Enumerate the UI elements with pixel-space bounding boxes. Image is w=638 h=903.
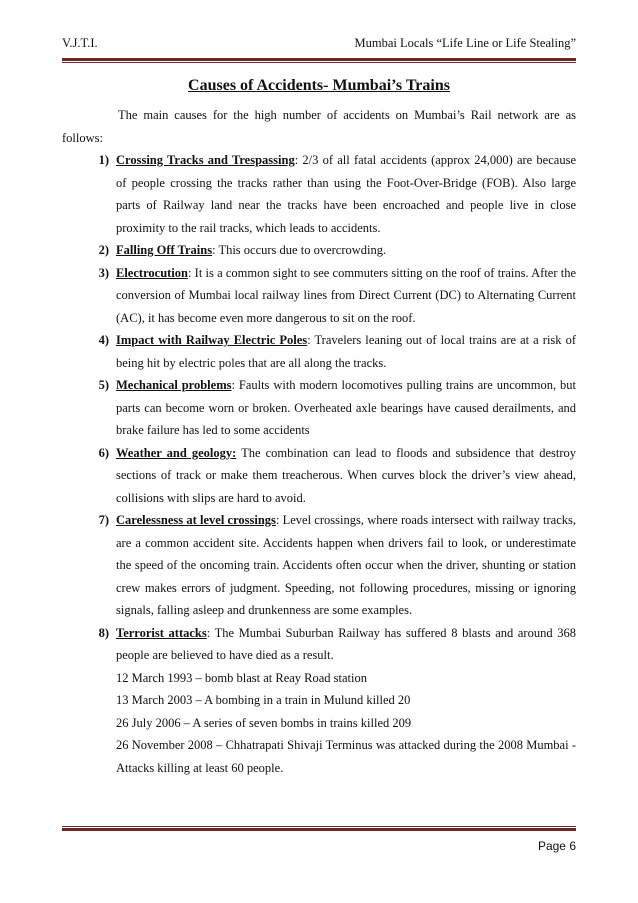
item-text: : Level crossings, where roads intersect with railway tracks, are a common accident site. Accidents happen when drivers fail to look, or underestimate the speed of the oncoming train. Accidents often occur when the driver, shunting or station crew makes errors of judgment. Speeding, not following procedures, missing or ignoring signals, falling asleep and drunkenness are some examples. xyxy=(116,513,576,617)
list-item xyxy=(62,149,576,239)
item-term: Falling Off Trains xyxy=(116,243,213,257)
header-left-text: V.J.T.I. xyxy=(62,36,98,50)
page-number: Page 6 xyxy=(537,839,576,853)
item-text: : Faults with modern locomotives pulling trains are uncommon, but parts can become worn or broken. Overheated axle bearings have caused derailments, and brake failure has led to some accidents xyxy=(116,378,576,437)
footer-divider xyxy=(62,826,576,831)
item-number: 3) xyxy=(98,265,109,280)
list-item xyxy=(62,622,576,780)
causes-list xyxy=(62,149,576,779)
item-text: The combination can lead to floods and subsidence that destroy sections of track or make them treacherous. When curves block the driver’s view ahead, collisions with slips are hard to avoid. xyxy=(116,445,576,505)
item-text: : This occurs due to overcrowding. xyxy=(212,243,387,257)
item-number: 2) xyxy=(98,243,109,257)
page-title: Causes of Accidents- Mumbai’s Trains xyxy=(188,77,450,94)
item-term: Terrorist attacks xyxy=(116,625,207,640)
list-item xyxy=(62,442,576,510)
attack-event: 12 March 1993 – bomb blast at Reay Road station xyxy=(116,670,368,685)
item-number: 6) xyxy=(98,445,109,460)
attack-event: 26 July 2006 – A series of seven bombs in trains killed 209 xyxy=(116,715,412,730)
list-item xyxy=(62,329,576,374)
item-number: 4) xyxy=(98,333,109,347)
intro-paragraph: The main causes for the high number of accidents on Mumbai’s Rail network are as follows: xyxy=(62,108,576,145)
item-number: 5) xyxy=(98,378,109,392)
item-text: : 2/3 of all fatal accidents (approx 24,000) are because of people crossing the tracks rather than using the Foot-Over-Bridge (FOB). Also large parts of Railway land near the tracks have been encroached and people live in close proximity to the rail tracks, which leads to accidents. xyxy=(116,153,576,235)
item-text: : It is a common sight to see commuters sitting on the roof of trains. After the conversion of Mumbai local railway lines from Direct Current (DC) to Alternating Current (AC), it has become even more dangerous to sit on the roof. xyxy=(116,265,576,325)
item-term: Mechanical problems xyxy=(116,378,232,392)
list-item xyxy=(62,262,576,330)
item-term: Carelessness at level crossings xyxy=(116,513,276,527)
item-term: Impact with Railway Electric Poles xyxy=(116,333,308,347)
item-term: Weather and geology: xyxy=(116,445,237,460)
document-body xyxy=(62,104,576,779)
item-number: 1) xyxy=(98,153,109,167)
item-text: : The Mumbai Suburban Railway has suffered 8 blasts and around 368 people are believed to have died as a result. xyxy=(116,625,576,662)
page-header xyxy=(62,36,576,51)
header-divider xyxy=(62,58,576,63)
header-right-text: Mumbai Locals “Life Line or Life Stealing” xyxy=(354,36,576,50)
item-number: 8) xyxy=(98,625,109,640)
item-text: : Travelers leaning out of local trains are at a risk of being hit by electric poles that are all along the tracks. xyxy=(116,333,577,370)
list-item xyxy=(62,239,576,262)
item-number: 7) xyxy=(98,513,109,527)
item-term: Crossing Tracks and Trespassing xyxy=(116,153,295,167)
list-item xyxy=(62,509,576,622)
attack-event: 26 November 2008 – Chhatrapati Shivaji Terminus was attacked during the 2008 Mumbai -Attacks killing at least 60 people. xyxy=(116,738,576,775)
list-item xyxy=(62,374,576,442)
attack-event: 13 March 2003 – A bombing in a train in Mulund killed 20 xyxy=(116,693,411,707)
item-term: Electrocution xyxy=(116,265,188,280)
